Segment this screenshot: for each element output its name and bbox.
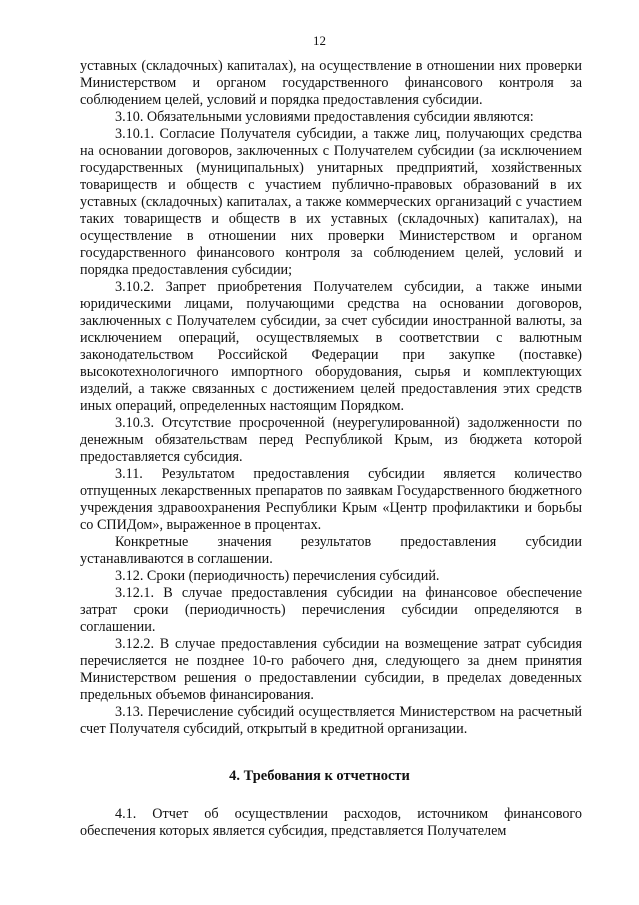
paragraph-continuation: уставных (складочных) капиталах), на осуществление в отношении них проверки Министерством и органом государственного финансового контроля за соблюдением целей, условий и порядка предоставления субсидии. [80,58,582,108]
section-heading: 4. Требования к отчетности [229,768,410,784]
section-4-text [80,806,582,840]
paragraph-3-11: 3.11. Результатом предоставления субсидии является количество отпущенных лекарственных препаратов по заявкам Государственного бюджетного учреждения здравоохранения Республики Крым «Центр профилактики и борьбы со СПИДом», выраженное в процентах. [80,466,582,533]
paragraph-3-13: 3.13. Перечисление субсидий осуществляется Министерством на расчетный счет Получателя субсидий, открытый в кредитной организации. [80,704,582,737]
paragraph-3-10: 3.10. Обязательными условиями предоставления субсидии являются: [115,109,534,125]
page-number: 12 [313,33,326,48]
paragraph-3-12-1: 3.12.1. В случае предоставления субсидии на финансовое обеспечение затрат сроки (периодичность) перечисления субсидии определяются в соглашении. [80,585,582,635]
paragraph-results-values: Конкретные значения результатов предоставления субсидии устанавливаются в соглашении. [80,534,582,567]
paragraph-3-10-2: 3.10.2. Запрет приобретения Получателем субсидии, а также иными юридическими лицами, получающими средства на основании договоров, заключенных с Получателем субсидии, за счет субсидии иностранной валюты, за исключением операций, осуществляемых в соответствии с валютным законодательством Российской Федерации при закупке (поставке) высокотехнологичного импортного оборудования, сырья и комплектующих изделий, а также связанных с достижением целей предоставления этих средств иных операций, определенных настоящим Порядком. [80,279,582,414]
paragraph-3-10-1: 3.10.1. Согласие Получателя субсидии, а также лиц, получающих средства на основании договоров, заключенных с Получателем субсидии (за исключением государственных (муниципальных) унитарных предприятий, хозяйственных товариществ и обществ с участием публично-правовых образований в их уставных (складочных) капиталах, а также коммерческих организаций с участием таких товариществ и обществ в их уставных (складочных) капиталах), на осуществление в отношении них проверки Министерством и органом государственного финансового контроля за соблюдением целей, условий и порядка предоставления субсидии; [80,126,582,278]
body-text [80,58,582,738]
paragraph-3-12: 3.12. Сроки (периодичность) перечисления субсидий. [115,568,440,584]
paragraph-3-12-2: 3.12.2. В случае предоставления субсидии на возмещение затрат субсидия перечисляется не позднее 10-го рабочего дня, следующего за днем принятия Министерством решения о предоставлении субсидии, в пределах доведенных предельных объемов финансирования. [80,636,582,703]
paragraph-3-10-3: 3.10.3. Отсутствие просроченной (неурегулированной) задолженности по денежным обязательствам перед Республикой Крым, из бюджета которой предоставляется субсидия. [80,415,582,465]
paragraph-4-1: 4.1. Отчет об осуществлении расходов, источником финансового обеспечения которых является субсидия, представляется Получателем [80,806,582,839]
